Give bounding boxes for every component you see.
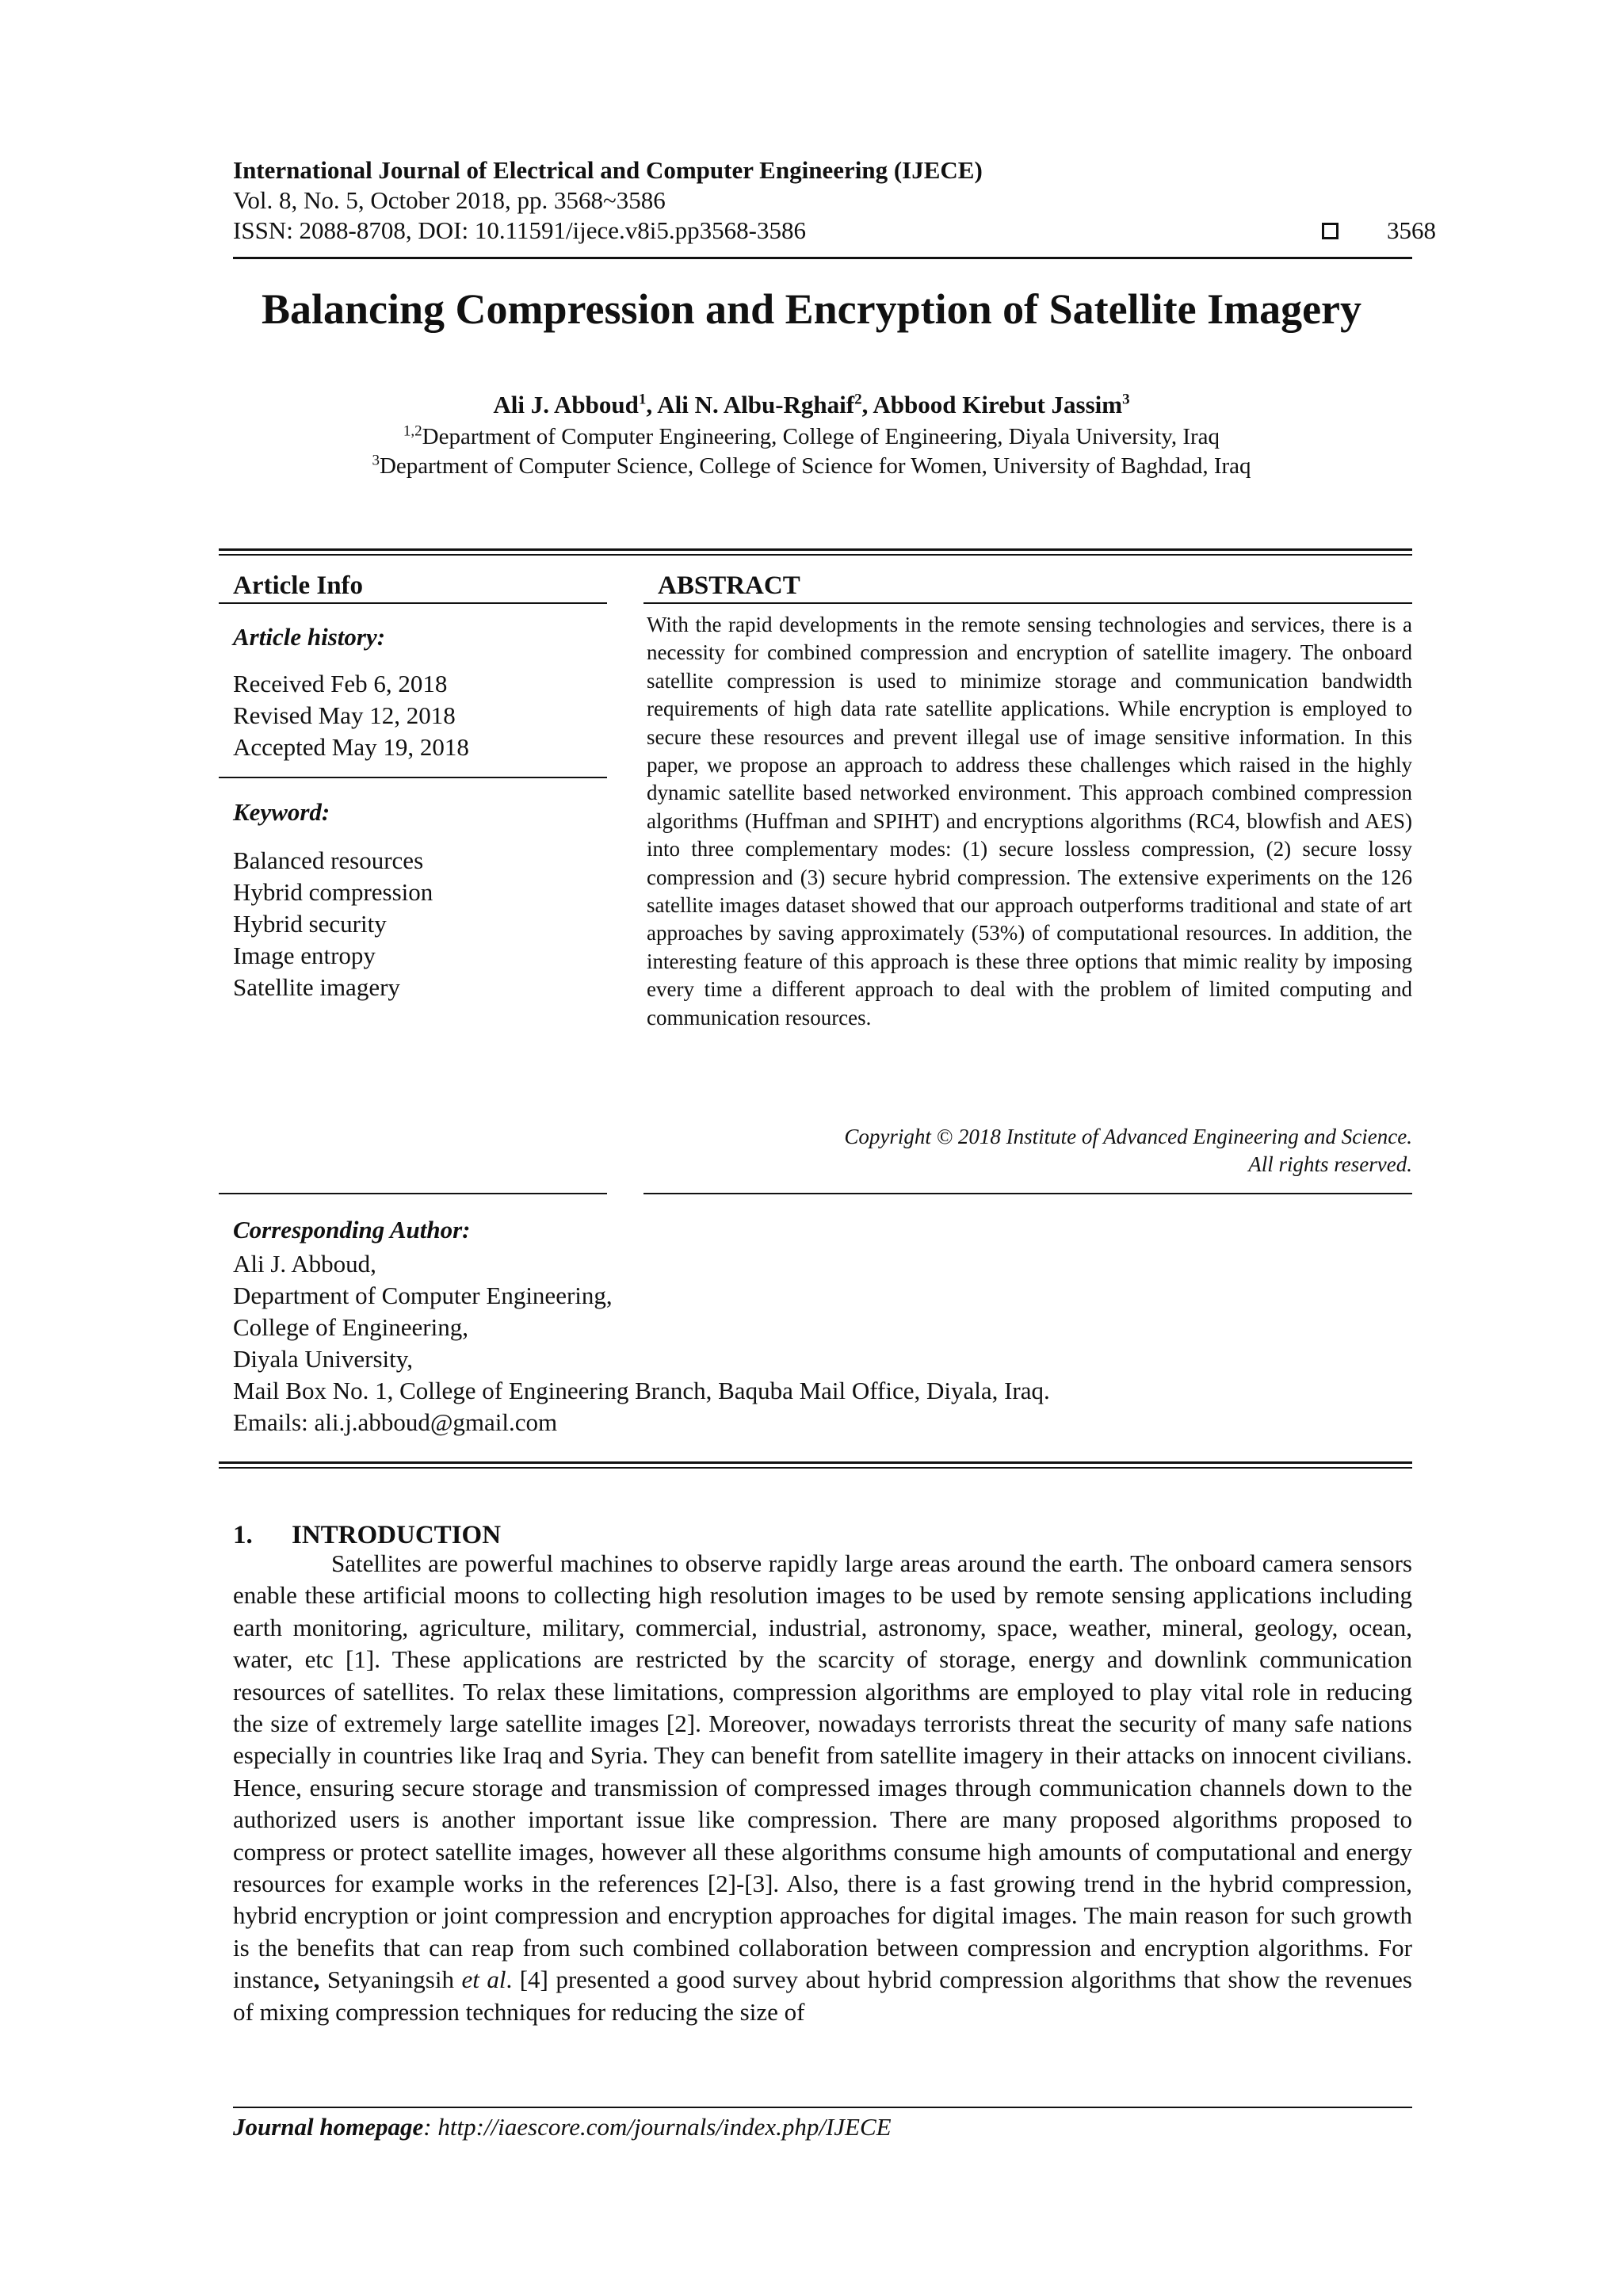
corresponding-line: Diyala University, [233,1345,413,1373]
keyword-heading: Keyword: [233,798,330,826]
section-number: 1. [233,1521,253,1549]
journal-homepage [233,2112,892,2142]
corresponding-email: Emails: ali.j.abboud@gmail.com [233,1408,558,1436]
page-number: 3568 [1387,216,1436,244]
corresponding-line: Department of Computer Engineering, [233,1282,613,1309]
affiliation-text: Department of Computer Science, College of Science for Women, University of Baghdad, Iraq [379,453,1251,479]
keyword-item: Satellite imagery [233,973,400,1001]
abstract-rule [643,602,1412,604]
info-bottom-rule-2 [219,1467,1412,1469]
section-title: INTRODUCTION [292,1521,502,1549]
intro-text: . [4] presented a good survey about hybrid compression algorithms that show the revenues of mixing compression techniques for reducing the size of [233,1966,1412,2026]
abstract-text: With the rapid developments in the remote sensing technologies and services, there is a necessity for combined compression and encryption of satellite imagery. The onboard satellite compression is used to minimize storage and communication bandwidth requirements of high data rate satellite applications. While encryption is employed to secure these resources and prevent illegal use of image sensitive information. In this paper, we propose an approach to address these challenges which raised in the highly dynamic satellite based networked environment. This approach combined compression algorithms (Huffman and SPIHT) and encryptions algorithms (RC4, blowfish and AES) into three complementary modes: (1) secure lossless compression, (2) secure lossy compression and (3) secure hybrid compression. The extensive experiments on the 126 satellite images dataset showed that our approach outperforms traditional and state of art approaches by saving approximately (53%) of computational resources. In addition, the interesting feature of this approach is these three options that mimic reality by imposing every time a different approach to deal with the problem of limited computing and communication resources. [647,613,1412,1030]
author-separator: , [646,391,658,418]
abstract-heading: ABSTRACT [658,571,800,600]
square-outline-icon [1322,223,1338,239]
author-list [0,390,1623,420]
intro-etal: et al [461,1966,506,1994]
affiliation-text: Department of Computer Engineering, College of Engineering, Diyala University, Iraq [422,424,1220,449]
article-info-heading: Article Info [233,571,364,600]
affiliation [0,452,1623,480]
introduction-heading [233,1519,501,1551]
history-item: Received Feb 6, 2018 [233,670,448,697]
corresponding-line: Ali J. Abboud, [233,1250,376,1278]
keyword-item: Image entropy [233,942,376,969]
info-top-rule-2 [219,554,1412,556]
intro-bold-comma: , [313,1966,320,1994]
author-name: Ali J. Abboud [493,391,639,418]
journal-name: International Journal of Electrical and Computer Engineering (IJECE) [233,156,983,184]
info-top-rule [219,548,1412,551]
affiliation-sup: 3 [372,452,380,469]
footer-rule [233,2107,1412,2108]
author-name: Abbood Kirebut Jassim [873,391,1123,418]
volume-line: Vol. 8, No. 5, October 2018, pp. 3568~3586 [233,186,666,214]
issn-line: ISSN: 2088-8708, DOI: 10.11591/ijece.v8i5.pp3568-3586 [233,216,806,244]
corresponding-line: College of Engineering, [233,1313,468,1341]
homepage-url[interactable]: : http://iaescore.com/journals/index.php/IJECE [423,2113,892,2141]
author-sup: 1 [638,391,647,408]
intro-text: Setyaningsih [319,1966,462,1994]
rights-line: All rights reserved. [1248,1152,1412,1176]
history-item: Accepted May 19, 2018 [233,733,469,761]
article-history-heading: Article history: [233,623,386,651]
paper-title: Balancing Compression and Encryption of Satellite Imagery [261,285,1362,333]
copyright-line: Copyright © 2018 Institute of Advanced Engineering and Science. [844,1125,1412,1148]
keyword-item: Balanced resources [233,846,424,874]
keyword-item: Hybrid security [233,910,387,938]
author-sup: 2 [854,391,862,408]
header-rule [233,257,1412,259]
article-info-bottom-rule [219,1193,607,1194]
introduction-body [233,1548,1412,2028]
history-rule [219,777,607,778]
corresponding-heading: Corresponding Author: [233,1216,471,1244]
article-info-rule [219,602,607,604]
intro-text: Satellites are powerful machines to observe rapidly large areas around the earth. The onboard camera sensors enable these artificial moons to collecting high resolution images to be used by remote sensing applications including earth monitoring, agriculture, military, commercial, industrial, astronomy, space, weather, mineral, geology, ocean, water, etc [1]. These applications are restricted by the scarcity of storage, energy and downlink communication resources of satellites. To relax these limitations, compression algorithms are employed to play vital role in reducing the size of extremely large satellite images [2]. Moreover, nowadays terrorists threat the security of many safe nations especially in countries like Iraq and Syria. They can benefit from satellite imagery in their attacks on innocent civilians. Hence, ensuring secure storage and transmission of compressed images through communication channels down to the authorized users is another important issue like compression. There are many proposed algorithms proposed to compress or protect satellite images, however all these algorithms consume high amounts of computational and energy resources for example works in the references [2]-[3]. Also, there is a fast growing trend in the hybrid compression, hybrid encryption or joint compression and encryption approaches for digital images. The main reason for such growth is the benefits that can reap from such combined collaboration between compression and encryption algorithms. For instance [233,1549,1412,1994]
homepage-label: Journal homepage [233,2113,424,2141]
keyword-item: Hybrid compression [233,878,433,906]
info-bottom-rule [219,1461,1412,1464]
keyword-list [233,845,433,1003]
affiliation [0,422,1623,451]
author-sup: 3 [1122,391,1130,408]
author-name: Ali N. Albu-Rghaif [657,391,855,418]
affiliation-sup: 1,2 [403,422,422,440]
corresponding-line: Mail Box No. 1, College of Engineering Branch, Baquba Mail Office, Diyala, Iraq. [233,1377,1050,1404]
author-separator: , [861,391,873,418]
history-item: Revised May 12, 2018 [233,701,456,729]
corresponding-details [233,1248,1050,1438]
article-history-list [233,668,469,763]
abstract-bottom-rule [643,1193,1412,1194]
